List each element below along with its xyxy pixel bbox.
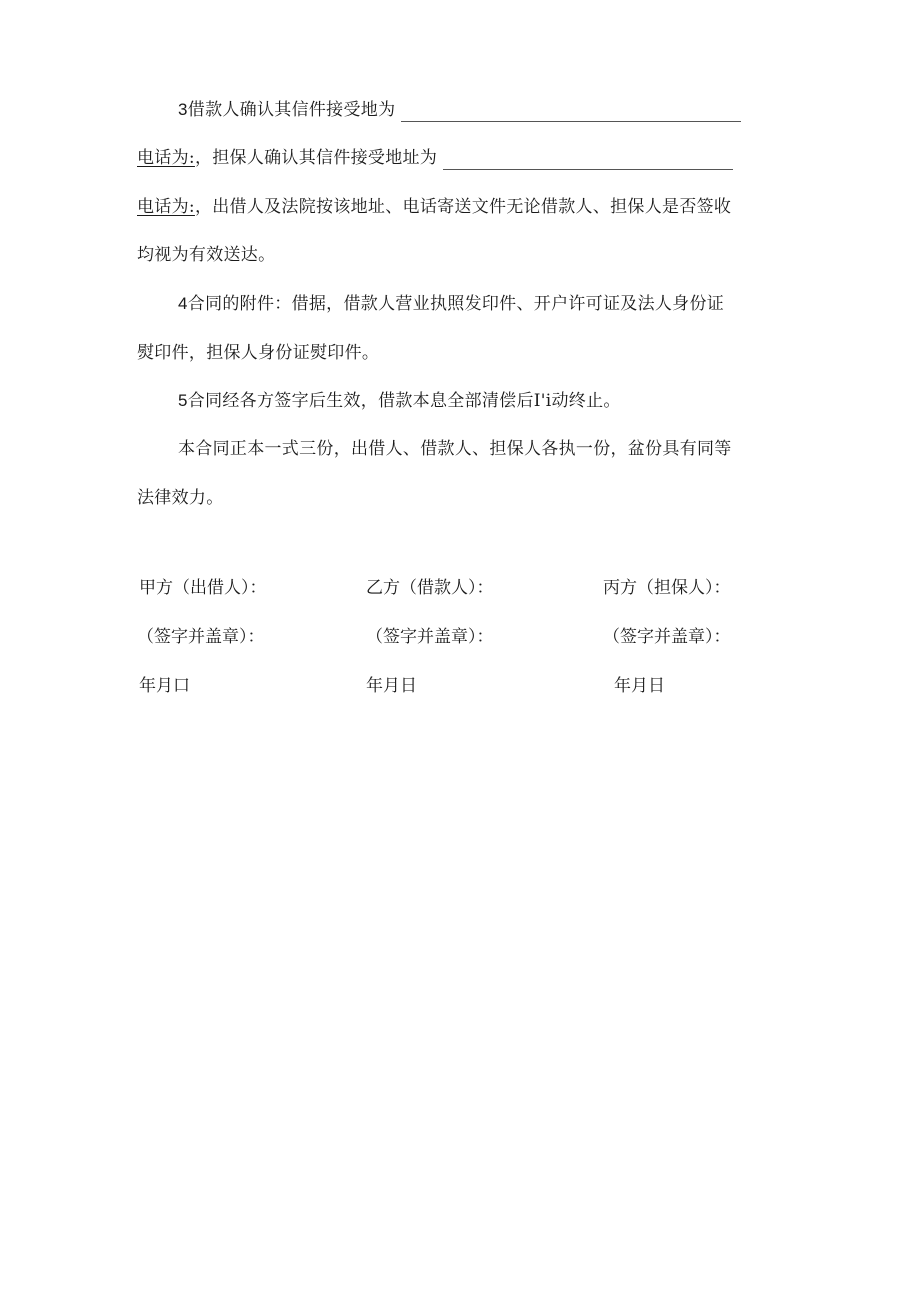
clause-3-line-4: 均视为有效送达。: [137, 245, 276, 265]
date-row: [0, 674, 920, 698]
guarantor-address-blank[interactable]: [443, 151, 733, 170]
party-c-label: 丙方（担保人）：: [603, 578, 731, 598]
party-b-signature-field[interactable]: （签字并盖章）：: [366, 627, 494, 647]
clause-3-text: 借款人确认其信件接受地为: [187, 100, 396, 120]
clause-3-line-3: [137, 195, 780, 219]
party-labels-row: [0, 576, 920, 600]
clause-3-continuation: ，出借人及法院按该地址、电话寄送文件无论借款人、担保人是否签收: [194, 197, 732, 217]
guarantor-phone-label: 电话为:: [137, 197, 195, 217]
party-a-date[interactable]: 年月口: [139, 676, 190, 696]
clause-5-text: 合同经各方签字后生效，借款本息全部清偿后I'i动终止。: [187, 391, 621, 411]
clause-5-number: 5: [178, 391, 188, 410]
clause-4-text: 合同的附件：借据，借款人营业执照发印件、开户许可证及法人身份证: [187, 294, 725, 314]
clause-3-line-2: [137, 146, 780, 170]
clause-4-number: 4: [178, 294, 188, 313]
copies-clause-line-2: 法律效力。: [137, 488, 224, 508]
party-a-label: 甲方（出借人）：: [139, 578, 267, 598]
clause-3-number: 3: [178, 100, 188, 119]
party-b-label: 乙方（借款人）：: [366, 578, 494, 598]
signature-row: [0, 625, 920, 649]
clause-4-line-1: [178, 292, 780, 316]
borrower-phone-label: 电话为:: [137, 148, 195, 168]
clause-5-line: [178, 389, 780, 413]
copies-clause-line-1: 本合同正本一式三份，出借人、借款人、担保人各执一份，盆份具有同等: [178, 439, 732, 459]
party-c-date[interactable]: 年月日: [614, 676, 665, 696]
party-b-date[interactable]: 年月日: [366, 676, 417, 696]
borrower-address-blank[interactable]: [401, 103, 741, 122]
party-a-signature-field[interactable]: （签字并盖章）：: [137, 627, 265, 647]
guarantor-address-text: ，担保人确认其信件接受地址为: [194, 148, 438, 168]
party-c-signature-field[interactable]: （签字并盖章）：: [603, 627, 731, 647]
clause-3-line-1: [178, 98, 780, 122]
clause-4-line-2: 熨印件，担保人身份证熨印件。: [137, 343, 380, 363]
